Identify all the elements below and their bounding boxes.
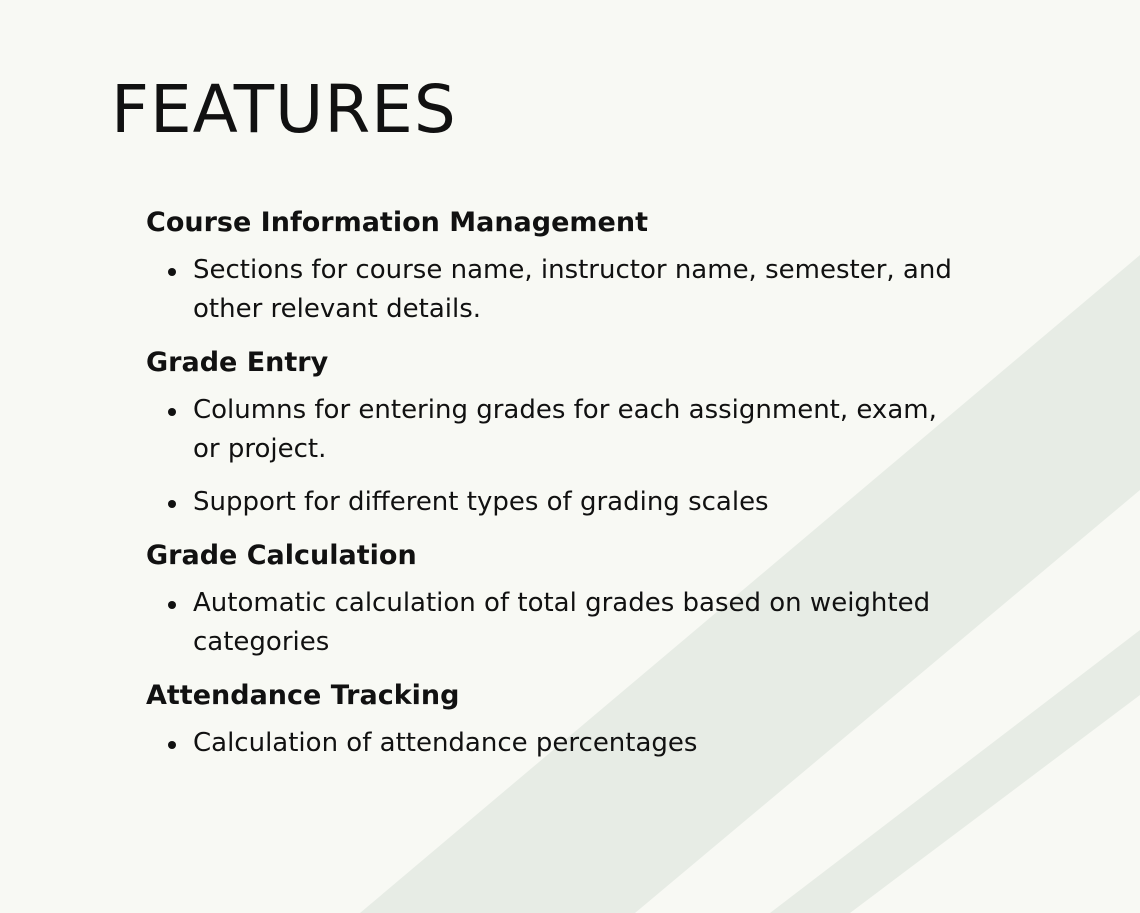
bullet-icon [168, 601, 176, 609]
bullet-list [146, 724, 966, 763]
section-heading: Attendance Tracking [146, 680, 460, 711]
bullet-text: Automatic calculation of total grades based on weighted categories [193, 588, 931, 657]
list-item [146, 724, 966, 763]
feature-section-attendance-tracking [146, 676, 966, 763]
bullet-list [146, 251, 966, 329]
feature-section-grade-entry [146, 343, 966, 522]
list-item [146, 391, 966, 469]
page-title: FEATURES [111, 71, 457, 148]
bullet-list [146, 391, 966, 522]
section-heading: Course Information Management [146, 207, 648, 238]
bullet-icon [168, 268, 176, 276]
bullet-text: Support for different types of grading scales [193, 487, 769, 517]
feature-section-course-information [146, 203, 966, 329]
section-heading: Grade Entry [146, 347, 329, 378]
features-list [146, 203, 966, 777]
feature-section-grade-calculation [146, 536, 966, 662]
bullet-icon [168, 500, 176, 508]
bullet-text: Sections for course name, instructor name, semester, and other relevant details. [193, 255, 952, 324]
bullet-icon [168, 408, 176, 416]
list-item [146, 483, 966, 522]
list-item [146, 251, 966, 329]
section-heading: Grade Calculation [146, 540, 417, 571]
bullet-icon [168, 741, 176, 749]
bullet-list [146, 584, 966, 662]
bullet-text: Calculation of attendance percentages [193, 728, 698, 758]
bullet-text: Columns for entering grades for each assignment, exam, or project. [193, 395, 937, 464]
list-item [146, 584, 966, 662]
